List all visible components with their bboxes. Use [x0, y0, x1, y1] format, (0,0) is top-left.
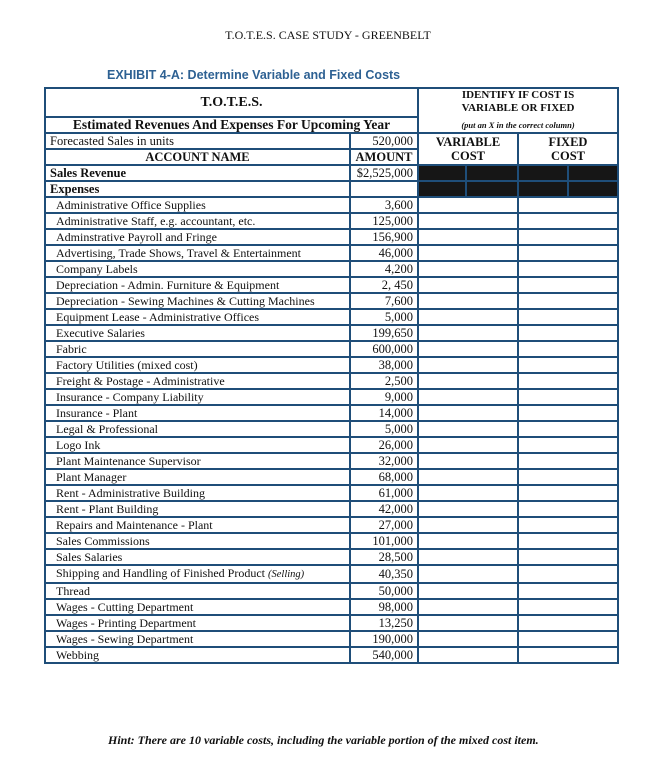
- table-row: [45, 565, 618, 583]
- fixed-cost-cell[interactable]: [518, 501, 618, 517]
- account-name: [45, 501, 350, 517]
- fixed-cost-cell[interactable]: [518, 615, 618, 631]
- fixed-cost-cell[interactable]: [518, 325, 618, 341]
- amount: 61,000: [350, 485, 418, 501]
- amount: 42,000: [350, 501, 418, 517]
- account-name-text: Depreciation - Sewing Machines & Cutting Machines: [56, 294, 315, 308]
- fixed-cost-cell[interactable]: [518, 647, 618, 663]
- blocked-cell: [418, 165, 466, 181]
- account-name: [45, 565, 350, 583]
- account-name: [45, 325, 350, 341]
- fixed-cost-cell[interactable]: [518, 517, 618, 533]
- fixed-cost-cell[interactable]: [518, 373, 618, 389]
- fixed-cost-cell[interactable]: [518, 469, 618, 485]
- row-note: (Selling): [268, 569, 305, 580]
- account-name-text: Sales Salaries: [56, 550, 123, 564]
- amount: 46,000: [350, 245, 418, 261]
- amount: 98,000: [350, 599, 418, 615]
- fixed-cost-cell[interactable]: [518, 213, 618, 229]
- table-row: [45, 405, 618, 421]
- variable-cost-cell[interactable]: [418, 341, 518, 357]
- table-row: [45, 549, 618, 565]
- instruction: (put an X in the correct column): [461, 120, 575, 130]
- account-name-text: Wages - Printing Department: [56, 616, 196, 630]
- amount: 190,000: [350, 631, 418, 647]
- document-title: T.O.T.E.S. CASE STUDY - GREENBELT: [225, 28, 431, 42]
- account-name-text: Insurance - Plant: [56, 406, 138, 420]
- fixed-cost-cell[interactable]: [518, 229, 618, 245]
- expenses-label: Expenses: [45, 181, 350, 197]
- variable-cost-cell[interactable]: [418, 421, 518, 437]
- amount: 5,000: [350, 309, 418, 325]
- table-row: [45, 341, 618, 357]
- variable-cost-cell[interactable]: [418, 293, 518, 309]
- exhibit-title: EXHIBIT 4-A: Determine Variable and Fixed Costs: [107, 68, 401, 82]
- blocked-cell: [466, 181, 518, 197]
- variable-cost-cell[interactable]: [418, 583, 518, 599]
- amount: 38,000: [350, 357, 418, 373]
- variable-cost-header: VARIABLE COST: [418, 133, 518, 165]
- account-name: [45, 261, 350, 277]
- account-name: [45, 647, 350, 663]
- amount: 4,200: [350, 261, 418, 277]
- amount: 540,000: [350, 647, 418, 663]
- account-name-text: Equipment Lease - Administrative Offices: [56, 310, 260, 324]
- amount: 26,000: [350, 437, 418, 453]
- amount: 40,350: [350, 565, 418, 583]
- variable-cost-cell[interactable]: [418, 469, 518, 485]
- table-row: [45, 615, 618, 631]
- table-row: [45, 229, 618, 245]
- account-name: [45, 583, 350, 599]
- account-name: [45, 615, 350, 631]
- amount: 13,250: [350, 615, 418, 631]
- fixed-cost-cell[interactable]: [518, 421, 618, 437]
- account-name-text: Fabric: [56, 342, 87, 356]
- variable-cost-cell[interactable]: [418, 357, 518, 373]
- amount-header: AMOUNT: [350, 149, 418, 165]
- account-name: [45, 389, 350, 405]
- blocked-cell: [518, 181, 568, 197]
- fixed-cost-cell[interactable]: [518, 357, 618, 373]
- account-name: [45, 533, 350, 549]
- amount: 2, 450: [350, 277, 418, 293]
- amount: 156,900: [350, 229, 418, 245]
- fixed-cost-cell[interactable]: [518, 309, 618, 325]
- identify-title: IDENTIFY IF COST IS VARIABLE OR FIXED: [461, 89, 575, 114]
- account-name-text: Sales Commissions: [56, 534, 150, 548]
- table-subtitle: Estimated Revenues And Expenses For Upcoming Year: [45, 117, 418, 133]
- fixed-cost-cell[interactable]: [518, 583, 618, 599]
- table-row: [45, 373, 618, 389]
- account-name: [45, 213, 350, 229]
- variable-cost-cell[interactable]: [418, 631, 518, 647]
- account-name: [45, 631, 350, 647]
- amount: 600,000: [350, 341, 418, 357]
- fixed-cost-cell[interactable]: [518, 631, 618, 647]
- variable-cost-cell[interactable]: [418, 549, 518, 565]
- fixed-cost-cell[interactable]: [518, 549, 618, 565]
- table-row: [45, 389, 618, 405]
- variable-cost-cell[interactable]: [418, 245, 518, 261]
- identify-header: [418, 88, 618, 133]
- variable-cost-cell[interactable]: [418, 647, 518, 663]
- variable-cost-cell[interactable]: [418, 197, 518, 213]
- table-row: [45, 213, 618, 229]
- account-name-text: Adminstrative Payroll and Fringe: [56, 230, 217, 244]
- amount: 68,000: [350, 469, 418, 485]
- variable-cost-cell[interactable]: [418, 277, 518, 293]
- blocked-cell: [418, 181, 466, 197]
- variable-cost-cell[interactable]: [418, 309, 518, 325]
- variable-cost-cell[interactable]: [418, 501, 518, 517]
- variable-cost-cell[interactable]: [418, 453, 518, 469]
- account-name: [45, 437, 350, 453]
- variable-cost-cell[interactable]: [418, 261, 518, 277]
- table-row: [45, 647, 618, 663]
- fixed-cost-cell[interactable]: [518, 277, 618, 293]
- variable-cost-cell[interactable]: [418, 565, 518, 583]
- forecast-label: Forecasted Sales in units: [45, 133, 350, 149]
- amount: 2,500: [350, 373, 418, 389]
- account-name: [45, 469, 350, 485]
- amount: 7,600: [350, 293, 418, 309]
- hint-text: Hint: There are 10 variable costs, including the variable portion of the mixed cost item.: [108, 733, 539, 747]
- variable-cost-cell[interactable]: [418, 389, 518, 405]
- amount: 32,000: [350, 453, 418, 469]
- cost-table: [44, 87, 619, 664]
- table-row: [45, 469, 618, 485]
- account-name: [45, 421, 350, 437]
- account-name: [45, 277, 350, 293]
- table-row: [45, 261, 618, 277]
- account-name: [45, 405, 350, 421]
- sales-revenue-value: $2,525,000: [350, 165, 418, 181]
- variable-cost-cell[interactable]: [418, 615, 518, 631]
- variable-cost-cell[interactable]: [418, 213, 518, 229]
- table-row: [45, 453, 618, 469]
- fixed-cost-cell[interactable]: [518, 533, 618, 549]
- blocked-cell: [568, 181, 618, 197]
- fixed-cost-cell[interactable]: [518, 405, 618, 421]
- blocked-cell: [518, 165, 568, 181]
- account-name: [45, 373, 350, 389]
- account-name-text: Repairs and Maintenance - Plant: [56, 518, 213, 532]
- fixed-cost-cell[interactable]: [518, 437, 618, 453]
- account-name: [45, 599, 350, 615]
- amount: 27,000: [350, 517, 418, 533]
- table-row: [45, 357, 618, 373]
- variable-cost-cell[interactable]: [418, 599, 518, 615]
- blocked-cell: [466, 165, 518, 181]
- account-name: [45, 485, 350, 501]
- fixed-cost-cell[interactable]: [518, 245, 618, 261]
- account-name-text: Factory Utilities (mixed cost): [56, 358, 198, 372]
- forecast-value: 520,000: [350, 133, 418, 149]
- fixed-cost-cell[interactable]: [518, 565, 618, 583]
- variable-cost-cell[interactable]: [418, 229, 518, 245]
- account-name-text: Legal & Professional: [56, 422, 158, 436]
- fixed-cost-cell[interactable]: [518, 599, 618, 615]
- account-name-text: Rent - Plant Building: [56, 502, 159, 516]
- fixed-cost-cell[interactable]: [518, 453, 618, 469]
- account-name-text: Administrative Staff, e.g. accountant, etc.: [56, 214, 256, 228]
- account-name-text: Wages - Cutting Department: [56, 600, 194, 614]
- amount: 50,000: [350, 583, 418, 599]
- amount: 101,000: [350, 533, 418, 549]
- sales-revenue-label: Sales Revenue: [45, 165, 350, 181]
- table-row: [45, 421, 618, 437]
- account-name-text: Plant Maintenance Supervisor: [56, 454, 201, 468]
- account-name: [45, 517, 350, 533]
- amount: 5,000: [350, 421, 418, 437]
- fixed-cost-header: FIXED COST: [518, 133, 618, 165]
- company-name: T.O.T.E.S.: [45, 88, 418, 117]
- account-name-text: Insurance - Company Liability: [56, 390, 204, 404]
- table-row: [45, 437, 618, 453]
- fixed-cost-cell[interactable]: [518, 341, 618, 357]
- table-row: [45, 277, 618, 293]
- blocked-cell: [568, 165, 618, 181]
- account-name-text: Thread: [56, 584, 90, 598]
- account-name: [45, 453, 350, 469]
- table-row: [45, 631, 618, 647]
- account-name-text: Advertising, Trade Shows, Travel & Entertainment: [56, 246, 301, 260]
- account-name-header: ACCOUNT NAME: [45, 149, 350, 165]
- variable-cost-cell[interactable]: [418, 405, 518, 421]
- account-name-text: Rent - Administrative Building: [56, 486, 205, 500]
- variable-cost-cell[interactable]: [418, 517, 518, 533]
- fixed-cost-cell[interactable]: [518, 389, 618, 405]
- account-name: [45, 245, 350, 261]
- variable-cost-cell[interactable]: [418, 533, 518, 549]
- account-name: [45, 229, 350, 245]
- variable-cost-cell[interactable]: [418, 485, 518, 501]
- account-name-text: Company Labels: [56, 262, 138, 276]
- account-name: [45, 197, 350, 213]
- account-name: [45, 357, 350, 373]
- fixed-cost-cell[interactable]: [518, 261, 618, 277]
- amount: 125,000: [350, 213, 418, 229]
- account-name-text: Shipping and Handling of Finished Product: [56, 566, 265, 580]
- fixed-cost-cell[interactable]: [518, 197, 618, 213]
- account-name: [45, 293, 350, 309]
- table-row: [45, 245, 618, 261]
- table-row: [45, 533, 618, 549]
- amount: 3,600: [350, 197, 418, 213]
- account-name: [45, 549, 350, 565]
- empty-cell: [350, 181, 418, 197]
- account-name-text: Wages - Sewing Department: [56, 632, 194, 646]
- amount: 28,500: [350, 549, 418, 565]
- table-row: [45, 485, 618, 501]
- table-row: [45, 599, 618, 615]
- table-row: [45, 583, 618, 599]
- fixed-cost-cell[interactable]: [518, 485, 618, 501]
- table-row: [45, 501, 618, 517]
- account-name: [45, 309, 350, 325]
- variable-cost-cell[interactable]: [418, 325, 518, 341]
- fixed-cost-cell[interactable]: [518, 293, 618, 309]
- table-row: [45, 309, 618, 325]
- amount: 199,650: [350, 325, 418, 341]
- amount: 9,000: [350, 389, 418, 405]
- table-row: [45, 325, 618, 341]
- table-row: [45, 197, 618, 213]
- account-name-text: Webbing: [56, 648, 100, 662]
- account-name-text: Administrative Office Supplies: [56, 198, 206, 212]
- account-name: [45, 341, 350, 357]
- amount: 14,000: [350, 405, 418, 421]
- account-name-text: Executive Salaries: [56, 326, 145, 340]
- account-name-text: Logo Ink: [56, 438, 101, 452]
- account-name-text: Freight & Postage - Administrative: [56, 374, 225, 388]
- variable-cost-cell[interactable]: [418, 373, 518, 389]
- variable-cost-cell[interactable]: [418, 437, 518, 453]
- account-name-text: Plant Manager: [56, 470, 127, 484]
- table-row: [45, 293, 618, 309]
- table-row: [45, 517, 618, 533]
- account-name-text: Depreciation - Admin. Furniture & Equipment: [56, 278, 280, 292]
